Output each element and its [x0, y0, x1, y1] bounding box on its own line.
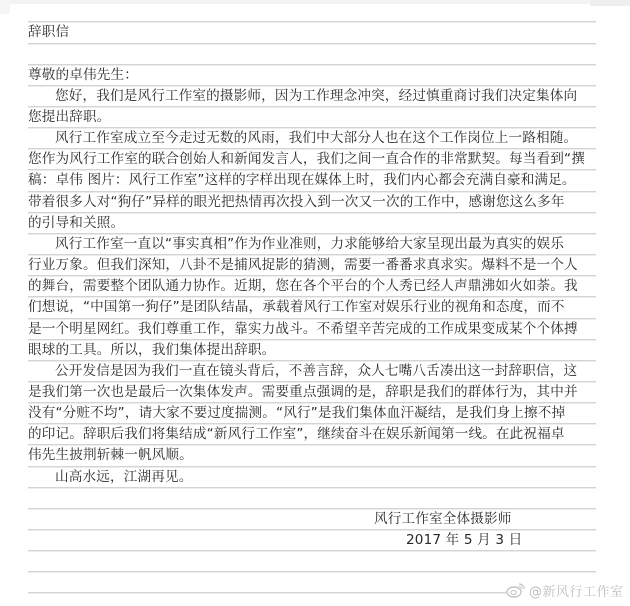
- body-line: 没有“分赃不均”，请大家不要过度揣测。“风行”是我们集体血汗凝结，是我们身上擦不掉: [28, 405, 566, 421]
- body-line: 是一个明星网红。我们尊重工作，靠实力战斗。不希望辛苦完成的工作成果变成某个个体搏: [28, 321, 578, 337]
- salutation: 尊敬的卓伟先生：: [28, 67, 138, 83]
- body-line: 风行工作室一直以“事实真相”作为作业准则，力求能够给大家呈现出最为真实的娱乐: [55, 236, 565, 252]
- body-line: 是我们第一次也是最后一次集体发声。需要重点强调的是，辞职是我们的群体行为，其中并: [28, 384, 578, 400]
- body-line: 眼球的工具。所以，我们集体提出辞职。: [28, 342, 276, 358]
- body-line: 稿：卓伟 图片：风行工作室”这样的字样出现在媒体上时，我们内心都会充满自豪和满足。: [28, 172, 576, 188]
- ruled-line: [28, 592, 506, 593]
- ruled-line: [28, 571, 596, 572]
- ruled-line: [28, 43, 596, 44]
- body-line: 您好，我们是风行工作室的摄影师，因为工作理念冲突，经过慎重商讨我们决定集体向: [55, 88, 578, 104]
- body-line: 们想说，“中国第一狗仔”是团队结晶，承载着风行工作室对娱乐行业的视角和态度，而不: [28, 299, 565, 315]
- watermark-text: @新风行工作室: [529, 584, 624, 600]
- body-line: 的引导和关照。: [28, 215, 125, 231]
- date: 2017 年 5 月 3 日: [406, 532, 523, 548]
- weibo-icon: [506, 582, 526, 598]
- body-line: 带着很多人对“狗仔”异样的眼光把热情再次投入到一次又一次的工作中，感谢您这么多年: [28, 194, 565, 210]
- letter-title: 辞职信: [28, 24, 70, 40]
- body-line: 的印记。辞职后我们将集结成“新风行工作室”，继续奋斗在娱乐新闻第一线。在此祝福卓: [28, 426, 565, 442]
- body-line: 您作为风行工作室的联合创始人和新闻发言人，我们之间一直合作的非常默契。每当看到“撰: [28, 151, 585, 167]
- body-line: 您提出辞职。: [28, 109, 111, 125]
- signature: 风行工作室全体摄影师: [374, 511, 512, 527]
- closing-line: 山高水远，江湖再见。: [55, 469, 193, 485]
- weibo-watermark: [506, 580, 624, 600]
- body-line: 伟先生披荆斩棘一帆风顺。: [28, 447, 193, 463]
- top-edge-left: [0, 0, 10, 14]
- body-line: 公开发信是因为我们一直在镜头背后，不善言辞，众人七嘴八舌凑出这一封辞职信，这: [55, 363, 578, 379]
- body-line: 的舞台，需要整个团队通力协作。近期，您在各个平台的个人秀已经人声鼎沸如火如荼。我: [28, 278, 578, 294]
- letter-page: [28, 0, 596, 606]
- body-line: 行业万象。但我们深知，八卦不是捕风捉影的猜测，需要一番番求真求实。爆料不是一个人: [28, 257, 578, 273]
- body-line: 风行工作室成立至今走过无数的风雨，我们中大部分人也在这个工作岗位上一路相随。: [55, 130, 578, 146]
- top-edge-right: [590, 0, 630, 6]
